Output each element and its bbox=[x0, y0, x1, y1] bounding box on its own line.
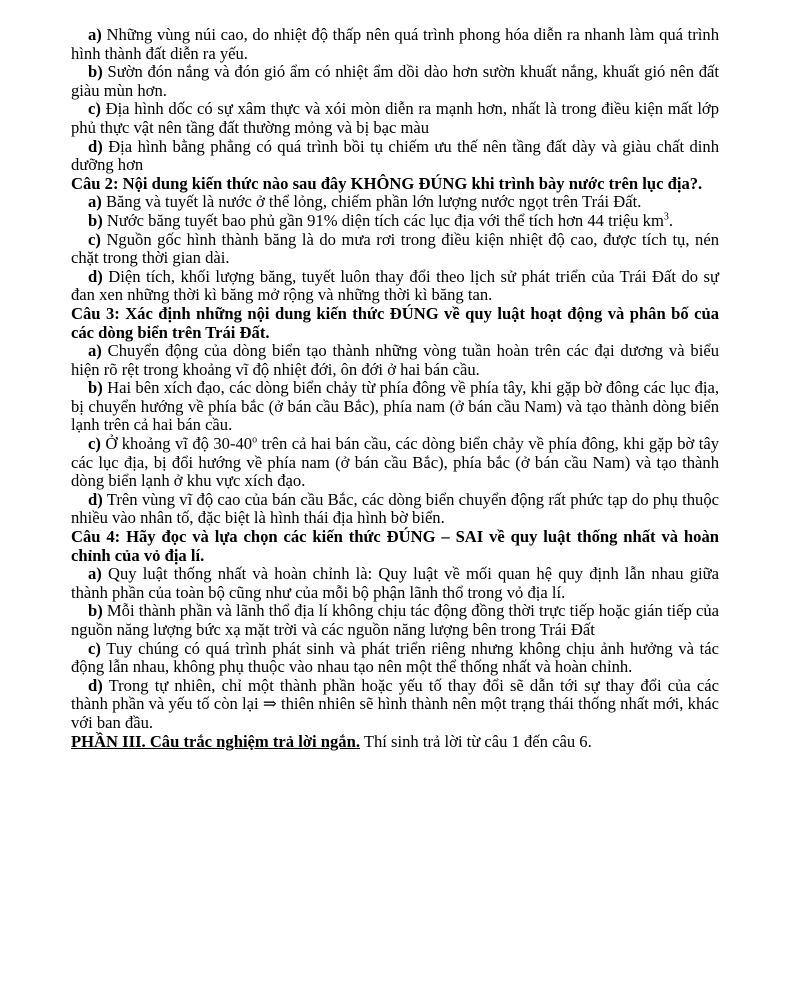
option-text: Trên vùng vĩ độ cao của bán cầu Bắc, các dòng biển chuyển động rất phức tạp do phụ thuộc nhiều vào nhân tố, đặc biệt là hình thái địa hình bờ biển. bbox=[71, 489, 719, 528]
answer-option bbox=[71, 565, 719, 602]
option-text-tail: . bbox=[668, 210, 674, 230]
option-text: Diện tích, khối lượng băng, tuyết luôn thay đổi theo lịch sử phát triển của Trái Đất do sự đan xen những thời kì băng mở rộng và những thời kì băng tan. bbox=[71, 266, 719, 305]
option-text: Địa hình bằng phẳng có quá trình bồi tụ chiếm ưu thế nên tầng đất dày và giàu chất dinh dưỡng hơn bbox=[71, 136, 719, 175]
option-text: Chuyển động của dòng biển tạo thành những vòng tuần hoàn trên các đại dương và biểu hiện rõ rệt trong khoảng vĩ độ nhiệt đới, ôn đới ở hai bán cầu. bbox=[71, 341, 719, 379]
option-text: Tuy chúng có quá trình phát sinh và phát triển riêng nhưng không chịu ảnh hưởng và tác động lẫn nhau, không phụ thuộc vào nhau tạo nên một thể thống nhất và hoàn chỉnh. bbox=[71, 638, 719, 677]
answer-option bbox=[71, 435, 719, 491]
option-letter: d) bbox=[88, 489, 103, 509]
answer-option bbox=[71, 379, 719, 435]
answer-option bbox=[71, 212, 719, 231]
superscript: 3 bbox=[663, 211, 669, 223]
answer-option bbox=[71, 231, 719, 268]
answer-option bbox=[71, 640, 719, 677]
option-letter: d) bbox=[88, 136, 103, 156]
option-letter: b) bbox=[88, 601, 103, 621]
section-instruction: Thí sinh trả lời từ câu 1 đến câu 6. bbox=[359, 731, 592, 751]
option-text: Băng và tuyết là nước ở thể lỏng, chiếm phần lớn lượng nước ngọt trên Trái Đất. bbox=[101, 192, 642, 212]
answer-option bbox=[71, 677, 719, 733]
option-letter: c) bbox=[88, 434, 101, 454]
option-letter: d) bbox=[88, 675, 103, 695]
option-text: Hai bên xích đạo, các dòng biển chảy từ phía đông về phía tây, khi gặp bờ đông các lục địa, bị chuyển hướng về phía bắc (ở bán cầu Bắc), phía nam (ở bán cầu Nam) và tạo thành dòng biển lạnh trên cả hai bán cầu. bbox=[71, 378, 719, 435]
option-letter: a) bbox=[88, 192, 102, 212]
answer-option bbox=[71, 602, 719, 639]
option-letter: c) bbox=[88, 99, 101, 119]
option-text: Địa hình dốc có sự xâm thực và xói mòn diễn ra mạnh hơn, nhất là trong điều kiện mất lớp phủ thực vật nên tầng đất thường mỏng và bị bạc màu bbox=[71, 99, 719, 137]
answer-option bbox=[71, 63, 719, 100]
answer-option bbox=[71, 100, 719, 137]
option-text: Nguồn gốc hình thành băng là do mưa rơi trong điều kiện nhiệt độ cao, được tích tụ, nén chặt trong thời gian dài. bbox=[71, 229, 719, 268]
option-letter: b) bbox=[88, 62, 103, 82]
option-letter: a) bbox=[88, 25, 102, 44]
question-text: Câu 4: Hãy đọc và lựa chọn các kiến thức ĐÚNG – SAI về quy luật thống nhất và hoàn chỉnh của vỏ địa lí. bbox=[71, 527, 719, 565]
question-heading bbox=[71, 175, 719, 194]
answer-option bbox=[71, 268, 719, 305]
answer-option bbox=[71, 342, 719, 379]
question-heading bbox=[71, 305, 719, 342]
question-text: Câu 2: Nội dung kiến thức nào sau đây KHÔNG ĐÚNG khi trình bày nước trên lục địa?. bbox=[71, 173, 703, 193]
section-heading bbox=[71, 733, 719, 752]
answer-option bbox=[71, 491, 719, 528]
answer-option bbox=[71, 26, 719, 63]
option-letter: d) bbox=[88, 266, 103, 286]
option-text: Mỗi thành phần và lãnh thổ địa lí không chịu tác động đồng thời trực tiếp hoặc gián tiếp của nguồn năng lượng bức xạ mặt trời và các nguồn năng lượng bên trong Trái Đất bbox=[71, 601, 719, 639]
document-body bbox=[71, 26, 719, 733]
question-text: Câu 3: Xác định những nội dung kiến thức ĐÚNG về quy luật hoạt động và phân bố của các dòng biển trên Trái Đất. bbox=[71, 303, 719, 342]
section-title: PHẦN III. Câu trắc nghiệm trả lời ngắn. bbox=[71, 731, 360, 751]
option-letter: a) bbox=[88, 341, 102, 361]
option-text: Những vùng núi cao, do nhiệt độ thấp nên quá trình phong hóa diễn ra nhanh làm quá trình hình thành đất diễn ra yếu. bbox=[71, 25, 719, 63]
option-text: Ở khoảng vĩ độ 30-40 bbox=[100, 434, 253, 454]
option-letter: c) bbox=[88, 229, 101, 249]
option-letter: a) bbox=[88, 564, 102, 584]
answer-option bbox=[71, 138, 719, 175]
option-text: Quy luật thống nhất và hoàn chỉnh là: Quy luật về mối quan hệ quy định lẫn nhau giữa thành phần của toàn bộ cũng như của mỗi bộ phận lãnh thổ trong vỏ địa lí. bbox=[71, 564, 719, 602]
option-text-tail: trên cả hai bán cầu, các dòng biển chảy về phía đông, khi gặp bờ tây các lục địa, bị đổi hướng về phía nam (ở bán cầu Bắc), phía bắc (ở bán cầu Nam) và tạo thành dòng biển lạnh ở khu vực xích đạo. bbox=[71, 434, 719, 491]
option-letter: b) bbox=[88, 210, 103, 230]
option-letter: b) bbox=[88, 378, 103, 398]
question-heading bbox=[71, 528, 719, 565]
option-letter: c) bbox=[88, 638, 101, 658]
answer-option bbox=[71, 193, 719, 212]
option-text: Nước băng tuyết bao phủ gần 91% diện tích các lục địa với thể tích hơn 44 triệu km bbox=[102, 210, 664, 230]
option-text: Sườn đón nắng và đón gió ẩm có nhiệt ẩm dồi dào hơn sườn khuất nắng, khuất gió nên đất giàu mùn hơn. bbox=[71, 62, 719, 100]
superscript: o bbox=[252, 434, 258, 446]
option-text: Trong tự nhiên, chỉ một thành phần hoặc yếu tố thay đổi sẽ dẫn tới sự thay đổi của các thành phần và yếu tố còn lại ⇒ thiên nhiên sẽ hình thành nên một trạng thái thống nhất mới, khác với ban đầu. bbox=[71, 675, 719, 732]
